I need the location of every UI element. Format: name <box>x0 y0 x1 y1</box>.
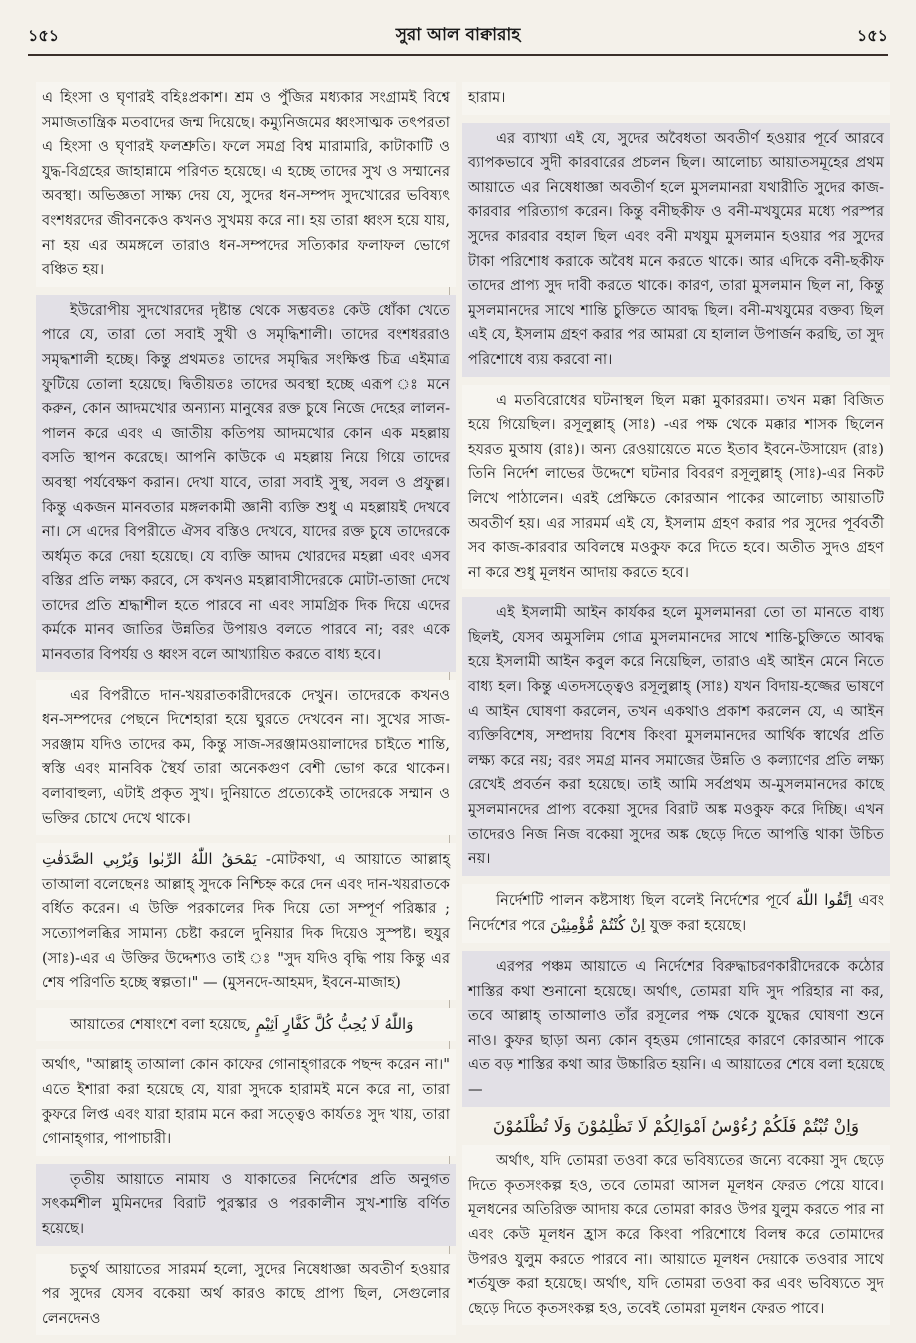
page-header <box>28 22 888 56</box>
paragraph: হারাম। <box>462 82 890 115</box>
paragraph-with-verse <box>36 1008 456 1042</box>
paragraph-with-verse <box>36 843 456 1000</box>
paragraph: তৃতীয় আয়াতে নামায ও যাকাতের নির্দেশের প্রতি অনুগত সৎকর্মশীল মুমিনদের বিরাট পুরস্কার ও পরকালীন সুখ-শান্তি বর্ণিত হয়েছে। <box>36 1164 456 1246</box>
paragraph: অর্থাৎ, যদি তোমরা তওবা করে ভবিষ্যতের জন্যে বকেয়া সুদ ছেড়ে দিতে কৃতসংকল্প হও, তবে তোমরা আসল মূলধন ফেরত পেয়ে যাবে। মূলধনের অতিরিক্ত আদায় করে তোমরা কারও উপর যুলুম করতে পার না এবং কেউ মূলধন হ্রাস করে কিংবা পরিশোধে বিলম্ব করে তোমাদের উপরও যুলুম করতে পারবে না। আয়াতে মূলধন দেয়াকে তওবার সাথে শর্তযুক্ত করা হয়েছে। অর্থাৎ, যদি তোমরা তওবা কর এবং ভবিষ্যতে সুদ ছেড়ে দিতে কৃতসংকল্প হও, তবেই তোমরা মূলধন ফেরত পাবে। <box>462 1145 890 1325</box>
right-column <box>462 82 890 1333</box>
paragraph-lead: আয়াতের শেষাংশে বলা হয়েছে, <box>70 1015 251 1033</box>
paragraph-with-verse <box>462 884 890 943</box>
paragraph: এই ইসলামী আইন কার্যকর হলে মুসলমানরা তো তা মানতে বাধ্য ছিলই, যেসব অমুসলিম গোত্র মুসলমানদের সাথে শান্তি-চুক্তিতে আবদ্ধ হয়ে ইসলামী আইন কবুল করে নিয়েছিল, তারাও এই আইন মেনে নিতে বাধ্য হল। কিন্তু এতদসত্ত্বেও রসূলুল্লাহ্ (সাঃ) যখন বিদায়-হজ্জের ভাষণে এ আইন ঘোষণা করলেন, তখন একথাও প্রকাশ করলেন যে, এ আইন ব্যক্তিবিশেষ, সম্প্রদায় বিশেষ কিংবা মুসলমানদের আর্থিক স্বার্থের প্রতি লক্ষ্য করে নয়; বরং সমগ্র মানব সমাজের উন্নতি ও কল্যাণের প্রতি লক্ষ্য রেখেই প্রবর্তন করা হয়েছে। তাই আমি সর্বপ্রথম অ-মুসলমানদের কাছে মুসলমানদের প্রাপ্য বকেয়া সুদের বিরাট অঙ্ক মওকুফ করে দিচ্ছি। এখন তাদেরও নিজ নিজ বকেয়া সুদের অঙ্ক ছেড়ে দিতে আপত্তি থাকা উচিত নয়। <box>462 597 890 876</box>
left-column <box>36 82 456 1343</box>
paragraph-text: তাআলা বলেছেনঃ আল্লাহ্ সুদকে নিশ্চিহ্ন করে দেন এবং দান-খয়রাতকে বর্ধিত করেন। এ উক্তি পরকালের দিক দিয়ে তো সম্পূর্ণ পরিষ্কার ; সত্যোপলব্ধির সামান্য চেষ্টা করলে দুনিয়ার দিক দিয়েও সুস্পষ্ট। হুযুর (সাঃ)-এর এ উক্তির উদ্দেশ্যও তাই ঃ "সুদ যদিও বৃদ্ধি পায় কিন্তু এর শেষ পরিণতি হচ্ছে স্বল্পতা।" — (মুসনদে-আহমদ, ইবনে-মাজাহ) <box>42 875 450 992</box>
paragraph: অর্থাৎ, "আল্লাহ্ তাআলা কোন কাফের গোনাহ্‌গারকে পছন্দ করেন না।" এতে ইশারা করা হয়েছে যে, যারা সুদকে হারামই মনে করে না, তারা কুফরে লিপ্ত এবং যারা হারাম মনে করা সত্ত্বেও কার্যতঃ সুদ খায়, তারা গোনাহ্‌গার, পাপাচারী। <box>36 1049 456 1155</box>
paragraph: এ হিংসা ও ঘৃণারই বহিঃপ্রকাশ। শ্রম ও পুঁজির মধ্যকার সংগ্রামই বিশ্বে সমাজতান্ত্রিক মতবাদের জন্ম দিয়েছে। কম্যুনিজমের ধ্বংসাত্মক তৎপরতা এ হিংসা ও ঘৃণারই ফলশ্রুতি। ফলে সমগ্র বিশ্ব মারামারি, কাটাকাটি ও যুদ্ধ-বিগ্রহের জাহান্নামে পরিণত হয়েছে। এ হচ্ছে তাদের সুখ ও সম্মানের অবস্থা। অভিজ্ঞতা সাক্ষ্য দেয় যে, সুদের ধন-সম্পদ সুদখোরের ভবিষ্যৎ বংশধরদের জীবনকেও কখনও সুখময় করে না। হয় তারা ধ্বংস হয়ে যায়, না হয় এর অমঙ্গলে তারাও ধন-সম্পদের সত্যিকার ফলাফল ভোগে বঞ্চিত হয়। <box>36 82 456 287</box>
paragraph: ইউরোপীয় সুদখোরদের দৃষ্টান্ত থেকে সম্ভবতঃ কেউ ধোঁকা খেতে পারে যে, তারা তো সবাই সুখী ও সমৃদ্ধিশালী। তাদের বংশধররাও সমৃদ্ধশালী হচ্ছে। কিন্তু প্রথমতঃ তাদের সমৃদ্ধির সংক্ষিপ্ত চিত্র এইমাত্র ফুটিয়ে তোলা হয়েছে। দ্বিতীয়তঃ তাদের অবস্থা হচ্ছে এরূপ ঃ মনে করুন, কোন আদমখোর অন্যান্য মানুষের রক্ত চুষে নিজে দেহের লালন-পালন করে এবং এ জাতীয় কতিপয় আদমখোর কোন এক মহল্লায় বসতি স্থাপন করেছে। আপনি কাউকে এ মহল্লায় নিয়ে গিয়ে তাদের অবস্থা পর্যবেক্ষণ করান। দেখা যাবে, তারা সবাই সুস্থ, সবল ও প্রফুল্ল। কিন্তু একজন মানবতার মঙ্গলকামী জ্ঞানী ব্যক্তি শুধু এ মহল্লায়ই দেখবে না। সে এদের বিপরীতে ঐসব বস্তিও দেখবে, যাদের রক্ত চুষে তাদেরকে অর্ধমৃত করে দেয়া হয়েছে। যে ব্যক্তি আদম খোরদের মহল্লা এবং এসব বস্তির প্রতি লক্ষ্য করবে, সে কখনও মহল্লাবাসীদেরকে মোটা-তাজা দেখে তাদের প্রতি শ্রদ্ধাশীল হতে পারবে না এবং সামগ্রিক দিক দিয়ে এদের কর্মকে মানব জাতির উন্নতির উপায়ও বলতে পারবে না; বরং একে মানবতার বিপর্যয় ও ধ্বংস বলে আখ্যায়িত করতে বাধ্য হবে। <box>36 295 456 672</box>
paragraph: এর ব্যাখ্যা এই যে, সুদের অবৈধতা অবতীর্ণ হওয়ার পূর্বে আরবে ব্যাপকভাবে সুদী কারবারের প্রচলন ছিল। আলোচ্য আয়াতসমূহের প্রথম আয়াতে এর নিষেধাজ্ঞা অবতীর্ণ হলে মুসলমানরা যথারীতি সুদের কাজ-কারবার পরিত্যাগ করেন। কিন্তু বনীছকীফ ও বনী-মখযুমের মধ্যে পরস্পর সুদের কারবার বহাল ছিল এবং বনী মখযুম মুসলমান হওয়ার পর সুদের টাকা পরিশোধ করাকে অবৈধ মনে করতে থাকে। আর এদিকে বনী-ছকীফ তাদের প্রাপ্য সুদ দাবী করতে থাকে। কারণ, তারা মুসলমান ছিল না, কিন্তু মুসলমানদের সাথে শান্তি চুক্তিতে আবদ্ধ ছিল। বনী-মখযুমের বক্তব্য ছিল এই যে, ইসলাম গ্রহণ করার পর আমরা যে হালাল উপার্জন করছি, তা সুদ পরিশোধে ব্যয় করবো না। <box>462 123 890 377</box>
arabic-verse: وَاللّٰهُ لَا يُحِبُّ كُلَّ كَفَّارٍ اَثِيْمٍ <box>255 1014 414 1033</box>
paragraph-lead: -মোটকথা, এ আয়াতে আল্লাহ্ <box>265 851 451 869</box>
paragraph-text: যুক্ত করা হয়েছে। <box>649 917 747 935</box>
page-title: সুরা আল বাক্বারাহ <box>395 25 521 45</box>
paragraph-text: নির্দেশটি পালন কষ্টসাধ্য ছিল বলেই নির্দেশের পূর্বে <box>496 891 790 909</box>
paragraph: এরপর পঞ্চম আয়াতে এ নির্দেশের বিরুদ্ধাচরণকারীদেরকে কঠোর শাস্তির কথা শুনানো হয়েছে। অর্থাৎ, তোমরা যদি সুদ পরিহার না কর, তবে আল্লাহ্ তাআলাও তাঁর রসূলের পক্ষ থেকে যুদ্ধের ঘোষণা শুনে নাও। কুফর ছাড়া অন্য কোন বৃহত্তম গোনাহের কারণে কোরআন পাকে এত বড় শাস্তির কথা আর উচ্চারিত হয়নি। এ আয়াতের শেষে বলা হয়েছে— <box>462 951 890 1107</box>
right-page-number: ১৫১ <box>856 26 888 45</box>
left-page-number: ১৫১ <box>28 26 60 45</box>
paragraph: চতুর্থ আয়াতের সারমর্ম হলো, সুদের নিষেধাজ্ঞা অবতীর্ণ হওয়ার পর সুদের যেসব বকেয়া অর্থ কারও কাছে প্রাপ্য ছিল, সেগুলোর লেনদেনও <box>36 1254 456 1336</box>
paragraph: এর বিপরীতে দান-খয়রাতকারীদেরকে দেখুন। তাদেরকে কখনও ধন-সম্পদের পেছনে দিশেহারা হয়ে ঘুরতে দেখবেন না। সুখের সাজ-সরঞ্জাম যদিও তাদের কম, কিন্তু সাজ-সরঞ্জামওয়ালাদের চাইতে শান্তি, স্বস্তি এবং মানবিক স্থৈর্য তারা অনেকগুণ বেশী ভোগ করে থাকেন। বলাবাহুল্য, এটাই প্রকৃত সুখ। দুনিয়াতে প্রত্যেকেই তাদেরকে সম্মান ও ভক্তির চোখে দেখে থাকে। <box>36 680 456 836</box>
arabic-verse: وَاِنْ تُبْتُمْ فَلَكُمْ رُءُوْسُ اَمْوَالِكُمْ لَا تَظْلِمُوْنَ وَلَا تُظْلَمُوْنَ <box>492 1116 860 1137</box>
arabic-verse: اِنْ كُنْتُمْ مُّؤْمِنِيْنَ <box>550 916 646 935</box>
arabic-verse: اِتَّقُوا اللّٰهَ <box>796 890 853 909</box>
paragraph-text: এবং নির্দেশের পরে <box>468 891 885 935</box>
arabic-verse: يَمْحَقُ اللّٰهُ الرِّبٰوا وَيُرْبِي الصَّدَقٰتِ <box>42 850 257 869</box>
paragraph: এ মতবিরোধের ঘটনাস্থল ছিল মক্কা মুকাররমা। তখন মক্কা বিজিত হয়ে গিয়েছিল। রসূলুল্লাহ্ (সাঃ) -এর পক্ষ থেকে মক্কার শাসক ছিলেন হযরত মুআয (রাঃ)। অন্য রেওয়ায়েতে মতে ইতাব ইবনে-উসায়েদ (রাঃ) তিনি নির্দেশ লাভের উদ্দেশে ঘটনার বিবরণ রসূলুল্লাহ্ (সাঃ)-এর নিকট লিখে পাঠালেন। এরই প্রেক্ষিতে কোরআন পাকের আলোচ্য আয়াতটি অবতীর্ণ হয়। এর সারমর্ম এই যে, ইসলাম গ্রহণ করার পর সুদের পূর্ববর্তী সব কাজ-কারবার অবিলম্বে মওকুফ করে দিতে হবে। অতীত সুদও গ্রহণ না করে শুধু মূলধন আদায় করতে হবে। <box>462 385 890 590</box>
